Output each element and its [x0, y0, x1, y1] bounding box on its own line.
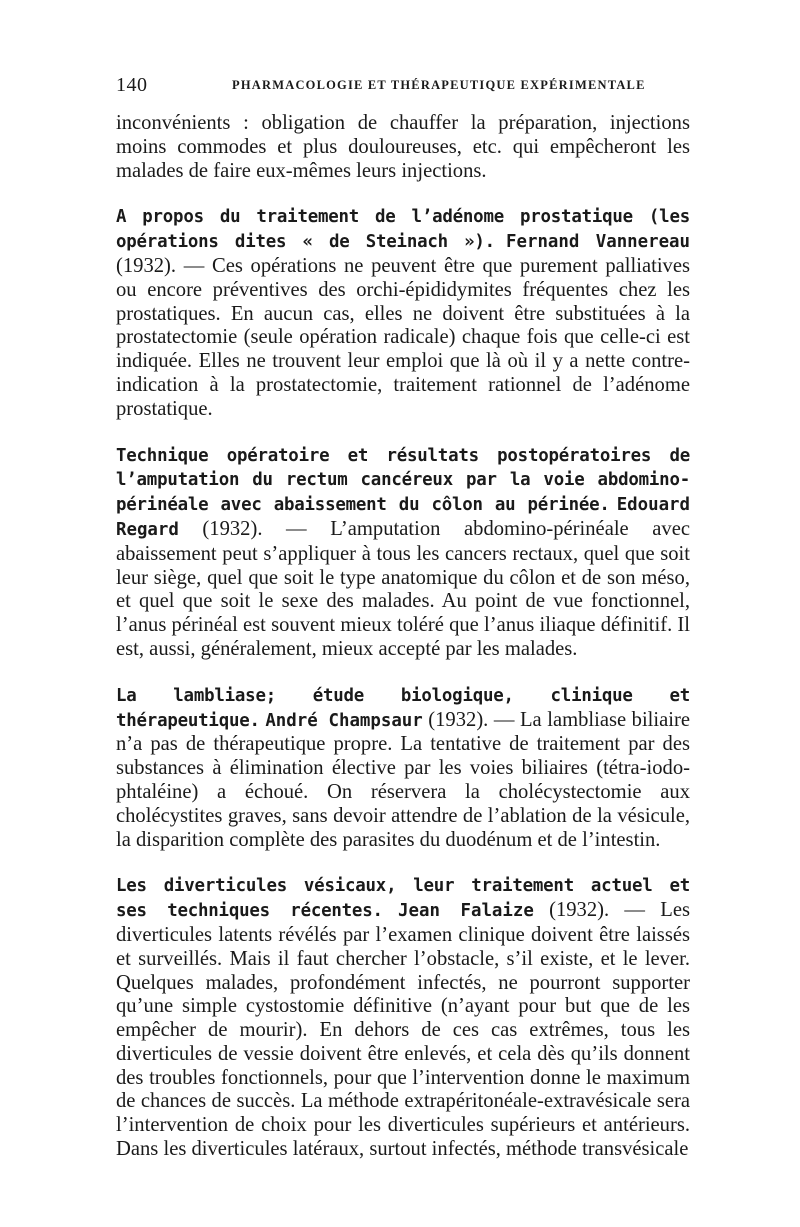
- entry-author: André Champsaur: [265, 710, 423, 731]
- abstract-entry: [116, 205, 690, 421]
- entry-title: Les diverticules vésicaux, leur traitement actuel et ses techniques récentes.: [116, 876, 690, 922]
- entry-text: (1932). — L’amputation abdomino-périnéale avec abaissement peut s’appliquer à tous les cancers rectaux, quel que soit leur siège, quel que soit le type anatomique du côlon et de son méso, et quel que soit le sexe des malades. Au point de vue fonctionnel, l’anus périnéal est souvent mieux toléré que l’anus iliaque définitif. Il est, aussi, généralement, mieux accepté par les malades.: [116, 517, 690, 660]
- entry-title: La lambliase; étude biologique, clinique et thérapeutique.: [116, 685, 690, 731]
- page-header: [116, 74, 688, 98]
- abstract-entry: [116, 684, 690, 853]
- entry-text: (1932). — La lambliase biliaire n’a pas de thérapeutique propre. La tentative de traitement par des substances à élimination élective par les voies biliaires (tétra-iodo-phtaléine) a échoué. On réservera la cholécystectomie aux cholécystites graves, sans devoir attendre de l’ablation de la vésicule, la disparition complète des parasites du duodénum et de l’intestin.: [116, 708, 690, 851]
- entry-author: Edouard Regard: [116, 495, 690, 540]
- entry-author: Jean Falaize: [398, 901, 534, 922]
- body-text: [116, 112, 690, 1162]
- abstract-entry: [116, 444, 690, 662]
- page-number: 140: [116, 74, 148, 96]
- paragraph-continuation: [116, 112, 690, 183]
- abstract-entry: [116, 874, 690, 1162]
- paragraph-text: inconvénients : obligation de chauffer la préparation, injections moins commodes et plus douloureuses, etc. qui empêcheront les malades de faire eux-mêmes leurs injections.: [116, 112, 690, 182]
- entry-title: Technique opératoire et résultats postopératoires de l’amputation du rectum cancéreux par la voie abdomino-périnéale avec abaissement du côlon au périnée.: [116, 445, 690, 516]
- entry-title: A propos du traitement de l’adénome prostatique (les opérations dites « de Steinach »).: [116, 207, 690, 253]
- running-title: PHARMACOLOGIE ET THÉRAPEUTIQUE EXPÉRIMENTALE: [232, 78, 646, 92]
- entry-text: (1932). — Ces opérations ne peuvent être que purement palliatives ou encore préventives des orchi-épididymites fréquentes chez les prostatiques. En aucun cas, elles ne doivent être substituées à la prostatectomie (seule opération radicale) chaque fois que celle-ci est indiquée. Elles ne trouvent leur emploi que là où il y a nette contre-indication à la prostatectomie, traitement rationnel de l’adénome prostatique.: [116, 254, 690, 420]
- entry-text: (1932). — Les diverticules latents révélés par l’examen clinique doivent être laissés et surveillés. Mais il faut chercher l’obstacle, s’il existe, et le lever. Quelques malades, profondément infectés, ne pourront supporter qu’une simple cystostomie définitive (n’ayant pour but que de les empêcher de mourir). En dehors de ces cas extrêmes, tous les diverticules de vessie doivent être enlevés, et cela dès qu’ils donnent des troubles fonctionnels, pour que l’intervention donne le maximum de chances de succès. La méthode extrapéritonéale-extravésicale sera l’intervention de choix pour les diverticules supérieurs et antérieurs. Dans les diverticules latéraux, surtout infectés, méthode transvésicale: [116, 899, 691, 1161]
- entry-author: Fernand Vannereau: [506, 232, 690, 253]
